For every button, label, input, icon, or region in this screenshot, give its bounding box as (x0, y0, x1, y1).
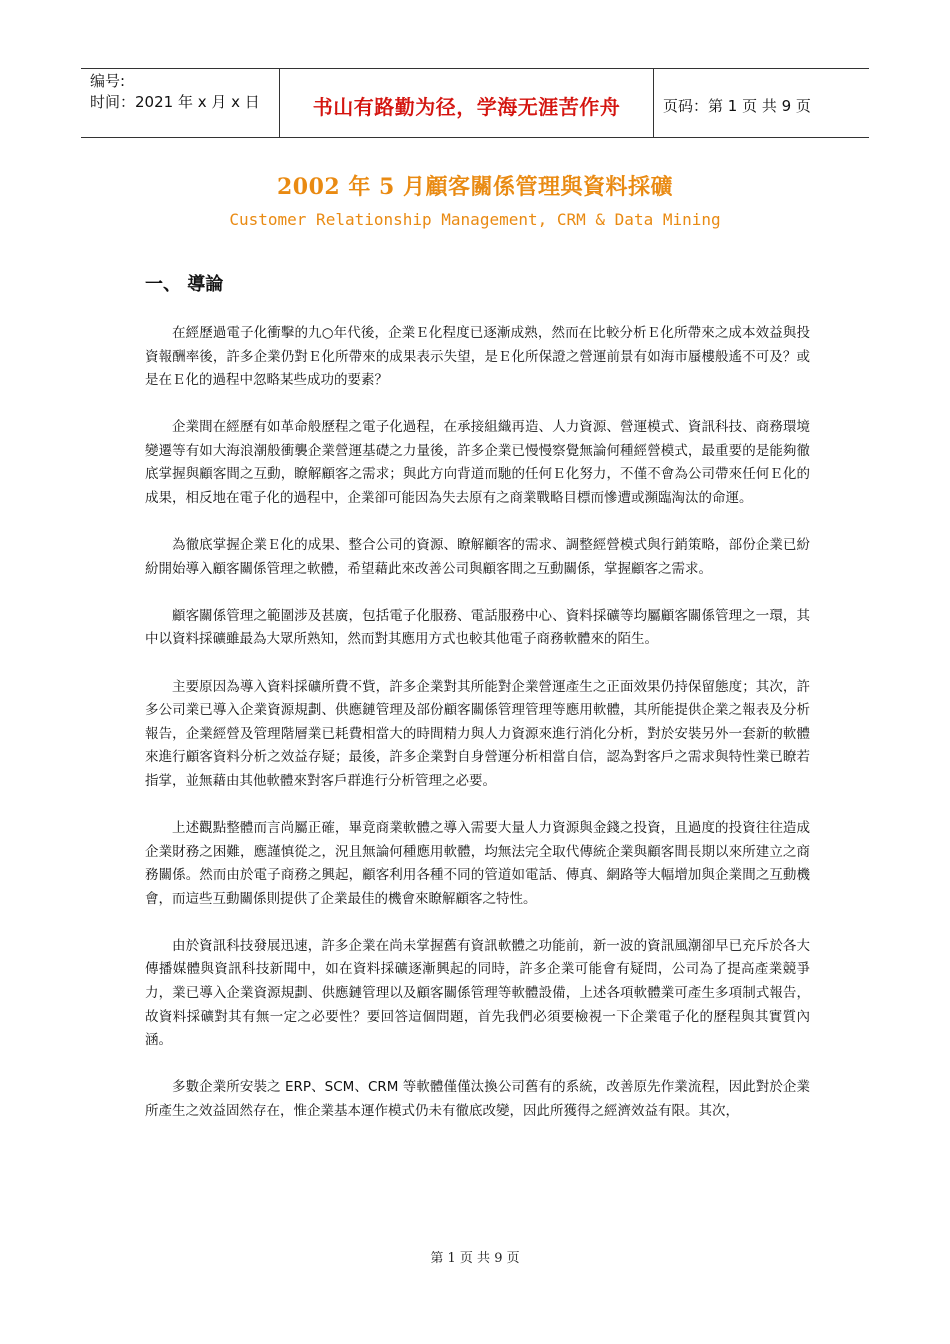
number-label: 编号: (90, 72, 126, 90)
paragraph: 企業間在經歷有如革命般歷程之電子化過程，在承接組織再造、人力資源、營運模式、資訊科技、商務環境變遷等有如大海浪潮般衝襲企業營運基礎之力量後，許多企業已慢慢察覺無論何種經營模式，最重要的是能夠徹底掌握與顧客間之互動，瞭解顧客之需求；與此方向背道而馳的任何Ｅ化努力，不僅不會為公司帶來任何Ｅ化的成果，相反地在電子化的過程中，企業卻可能因為失去原有之商業戰略目標而慘遭或瀕臨淘汰的命運。 (145, 419, 810, 507)
paragraph: 由於資訊科技發展迅速，許多企業在尚未掌握舊有資訊軟體之功能前，新一波的資訊風潮卻早已充斥於各大傳播媒體與資訊科技新聞中，如在資料採礦逐漸興起的同時，許多企業可能會有疑問，公司為了提高產業競爭力，業已導入企業資源規劃、供應鏈管理以及顧客關係管理等軟體設備，上述各項軟體業可產生多項制式報告，故資料採礦對其有無一定之必要性？要回答這個問題，首先我們必須要檢視一下企業電子化的歷程與其實質內涵。 (145, 937, 810, 1049)
page-footer: 第 1 页 共 9 页 (430, 1251, 520, 1266)
header-motto: 书山有路勤为径，学海无涯苦作舟 (280, 69, 654, 137)
header-left-cell (81, 69, 280, 137)
paragraph: 上述觀點整體而言尚屬正確，畢竟商業軟體之導入需要大量人力資源與金錢之投資，且過度的投資往往造成企業財務之困難，應謹慎從之，況且無論何種應用軟體，均無法完全取代傳統企業與顧客間長期以來所建立之商務關係。然而由於電子商務之興起，顧客利用各種不同的管道如電話、傳真、網路等大幅增加與企業間之互動機會，而這些互動關係則提供了企業最佳的機會來瞭解顧客之特性。 (145, 820, 810, 907)
paragraph: 在經歷過電子化衝擊的九○年代後，企業Ｅ化程度已逐漸成熟，然而在比較分析Ｅ化所帶來之成本效益與投資報酬率後，許多企業仍對Ｅ化所帶來的成果表示失望，是Ｅ化所保證之營運前景有如海市蜃樓般遙不可及？或是在Ｅ化的過程中忽略某些成功的要素？ (145, 325, 810, 389)
paragraph: 主要原因為導入資料採礦所費不貲，許多企業對其所能對企業營運產生之正面效果仍持保留態度；其次，許多公司業已導入企業資源規劃、供應鏈管理及部份顧客關係管理管理等應用軟體，其所能提供企業之報表及分析報告，企業經營及管理階層業已耗費相當大的時間精力與人力資源來進行消化分析，對於安裝另外一套新的軟體來進行顧客資料分析之效益存疑；最後，許多企業對自身營運分析相當自信，認為對客戶之需求與特性業已瞭若指掌，並無藉由其他軟體來對客戶群進行分析管理之必要。 (145, 678, 810, 789)
header-table (81, 68, 869, 138)
paragraph: 顧客關係管理之範圍涉及甚廣，包括電子化服務、電話服務中心、資料採礦等均屬顧客關係管理之一環，其中以資料採礦雖最為大眾所熟知，然而對其應用方式也較其他電子商務軟體來的陌生。 (145, 607, 810, 648)
document-title: 2002 年 5 月顧客關係管理與資料採礦 (276, 174, 674, 200)
paragraph: 多數企業所安裝之 ERP、SCM、CRM 等軟體僅僅汰換公司舊有的系統，改善原先作業流程，因此對於企業所產生之效益固然存在，惟企業基本運作模式仍未有徹底改變，因此所獲得之經濟效益有限。其次， (145, 1079, 810, 1119)
section-heading: 一、 導論 (145, 274, 224, 295)
document-subtitle: Customer Relationship Management, CRM & Data Mining (229, 210, 721, 229)
paragraph: 為徹底掌握企業Ｅ化的成果、整合公司的資源、瞭解顧客的需求、調整經營模式與行銷策略，部份企業已紛紛開始導入顧客關係管理之軟體，希望藉此來改善公司與顧客間之互動關係，掌握顧客之需求。 (145, 537, 810, 577)
body-text (145, 322, 810, 1147)
header-page-info: 页码：第 1 页 共 9 页 (663, 96, 811, 115)
time-label: 时间：2021 年 x 月 x 日 (90, 93, 260, 111)
